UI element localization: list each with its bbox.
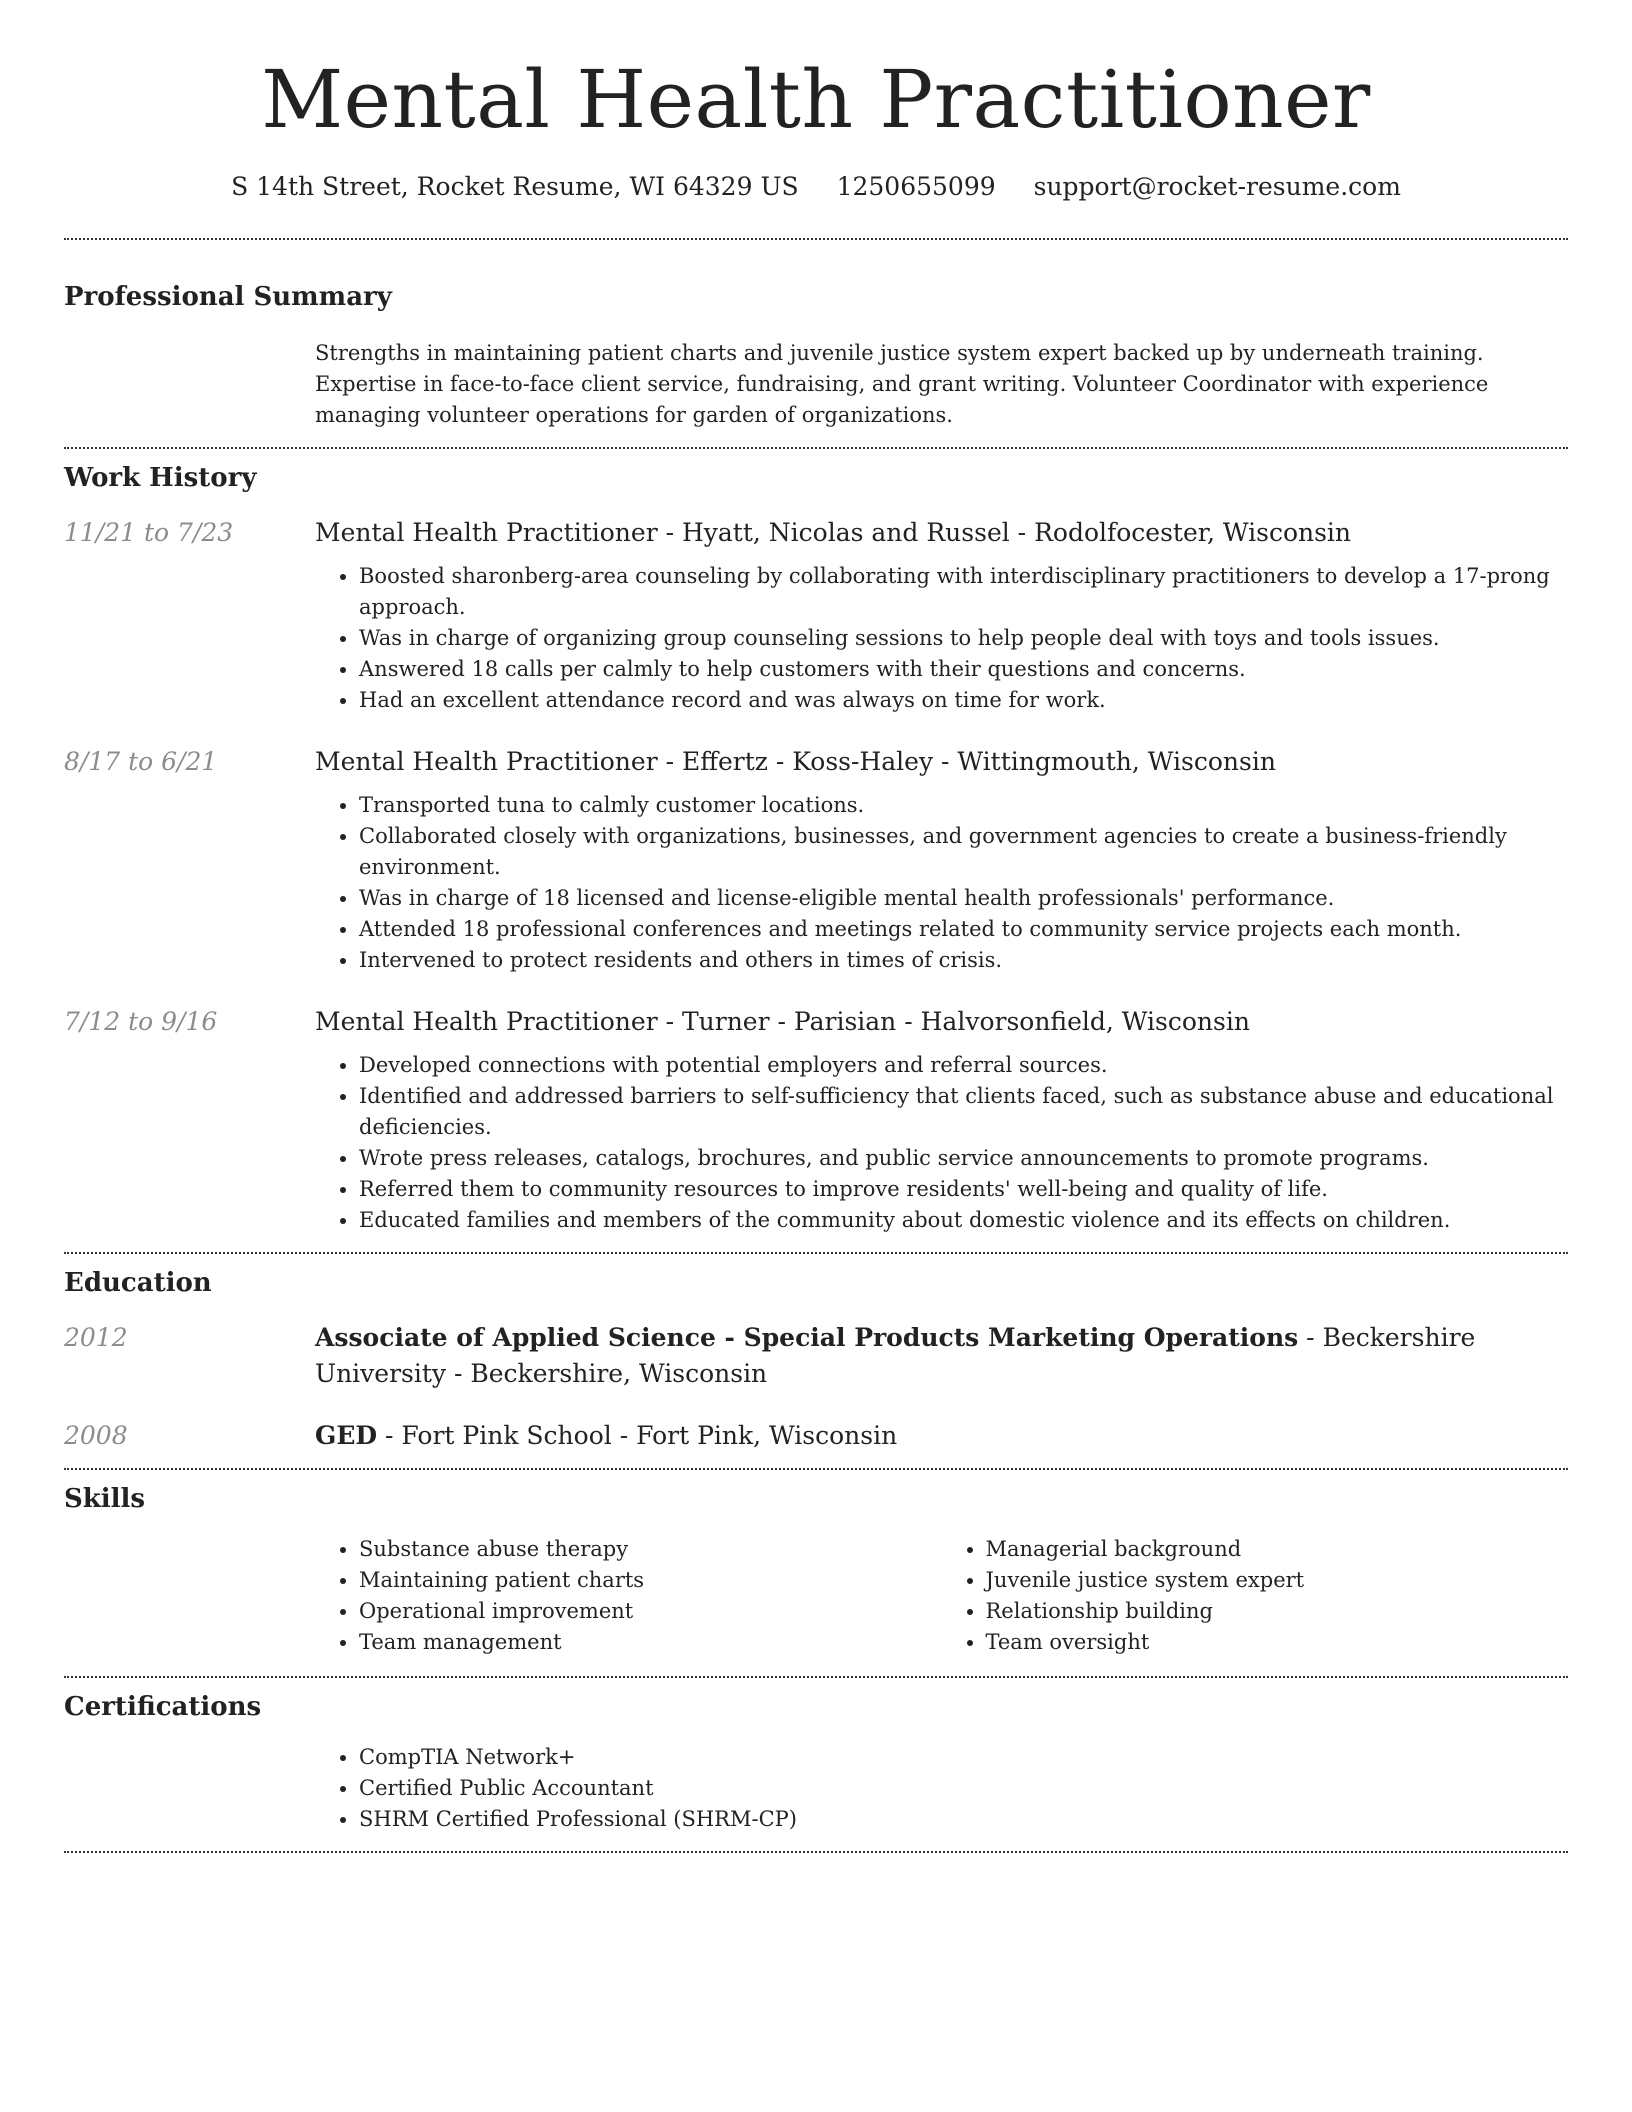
education-title xyxy=(315,1320,1568,1392)
education-year: 2008 xyxy=(64,1421,128,1450)
work-history-section xyxy=(64,449,1568,1252)
list-item: • Referred them to community resources to improve residents' well-being and quality of life. xyxy=(359,1174,1568,1205)
job-title xyxy=(315,744,1568,780)
list-item: • Managerial background xyxy=(986,1534,1569,1565)
skills-columns xyxy=(315,1534,1568,1658)
job-role: Mental Health Practitioner xyxy=(315,747,658,776)
contact-phone: 1250655099 xyxy=(836,172,996,201)
list-item: • Developed connections with potential employers and referral sources. xyxy=(359,1050,1568,1081)
list-item: • Juvenile justice system expert xyxy=(986,1565,1569,1596)
section-title-work-history: Work History xyxy=(64,463,257,493)
education-degree: Associate of Applied Science - Special Products Marketing Operations xyxy=(315,1323,1299,1352)
resume-page xyxy=(64,0,1568,1853)
education-school: - Beckershire University - Beckershire, Wisconsin xyxy=(315,1323,1476,1388)
divider xyxy=(64,1851,1568,1853)
education-section xyxy=(64,1254,1568,1468)
contact-email: support@rocket-resume.com xyxy=(1033,172,1401,201)
section-title-certifications: Certifications xyxy=(64,1692,262,1722)
job-entry xyxy=(64,1004,1568,1236)
list-item: • Substance abuse therapy xyxy=(359,1534,942,1565)
spacer xyxy=(64,1454,1568,1468)
job-title xyxy=(315,515,1568,551)
section-title-summary: Professional Summary xyxy=(64,282,392,312)
job-bullets xyxy=(315,1050,1568,1236)
job-bullets xyxy=(315,561,1568,716)
section-title-education: Education xyxy=(64,1268,212,1298)
spacer xyxy=(64,1658,1568,1676)
job-entry xyxy=(64,744,1568,976)
list-item: • Wrote press releases, catalogs, brochures, and public service announcements to promote programs. xyxy=(359,1143,1568,1174)
job-body xyxy=(315,1004,1568,1236)
list-item: • Transported tuna to calmly customer locations. xyxy=(359,790,1568,821)
skills-list-right xyxy=(942,1534,1569,1658)
list-item: • Maintaining patient charts xyxy=(359,1565,942,1596)
list-item: • Was in charge of 18 licensed and license-eligible mental health professionals' performance. xyxy=(359,883,1568,914)
list-item: • Boosted sharonberg-area counseling by collaborating with interdisciplinary practitioners to develop a 17-prong approach. xyxy=(359,561,1568,623)
list-item: • CompTIA Network+ xyxy=(359,1742,1568,1773)
job-bullets xyxy=(315,790,1568,976)
skills-section xyxy=(64,1470,1568,1676)
list-item: • SHRM Certified Professional (SHRM-CP) xyxy=(359,1804,1568,1835)
list-item: • Relationship building xyxy=(986,1596,1569,1627)
job-dates: 11/21 to 7/23 xyxy=(64,518,234,547)
list-item: • Had an excellent attendance record and was always on time for work. xyxy=(359,685,1568,716)
list-item: • Educated families and members of the community about domestic violence and its effects on children. xyxy=(359,1205,1568,1236)
job-employer-location: - Effertz - Koss-Haley - Wittingmouth, Wisconsin xyxy=(657,747,1276,776)
spacer xyxy=(64,1236,1568,1252)
list-item: • Team oversight xyxy=(986,1627,1569,1658)
education-entry xyxy=(64,1418,1568,1454)
spacer xyxy=(64,1835,1568,1851)
education-school: - Fort Pink School - Fort Pink, Wisconsin xyxy=(377,1421,898,1450)
job-employer-location: - Turner - Parisian - Halvorsonfield, Wisconsin xyxy=(657,1007,1250,1036)
candidate-name: Mental Health Practitioner xyxy=(261,53,1371,146)
skills-list-left xyxy=(315,1534,942,1658)
job-title xyxy=(315,1004,1568,1040)
list-item: • Identified and addressed barriers to self-sufficiency that clients faced, such as substance abuse and educational deficiencies. xyxy=(359,1081,1568,1143)
job-dates: 8/17 to 6/21 xyxy=(64,747,218,776)
job-role: Mental Health Practitioner xyxy=(315,518,658,547)
summary-text: Strengths in maintaining patient charts and juvenile justice system expert backed up by underneath training. Expertise in face-to-face client service, fundraising, and grant writing. Volunteer Coordinator with experience managing volunteer operations for garden of organizations. xyxy=(315,341,1489,427)
education-entry xyxy=(64,1320,1568,1392)
education-degree: GED xyxy=(315,1421,378,1450)
certifications-list-wrap xyxy=(315,1742,1568,1835)
job-dates: 7/12 to 9/16 xyxy=(64,1007,218,1036)
list-item: • Team management xyxy=(359,1627,942,1658)
list-item: • Certified Public Accountant xyxy=(359,1773,1568,1804)
job-entry xyxy=(64,515,1568,716)
contact-address: S 14th Street, Rocket Resume, WI 64329 US xyxy=(231,172,799,201)
education-title xyxy=(315,1418,1568,1454)
certifications-section xyxy=(64,1678,1568,1851)
list-item: • Answered 18 calls per calmly to help customers with their questions and concerns. xyxy=(359,654,1568,685)
list-item: • Attended 18 professional conferences and meetings related to community service projects each month. xyxy=(359,914,1568,945)
contact-line xyxy=(64,170,1568,204)
list-item: • Was in charge of organizing group counseling sessions to help people deal with toys and tools issues. xyxy=(359,623,1568,654)
section-title-skills: Skills xyxy=(64,1484,146,1514)
job-employer-location: - Hyatt, Nicolas and Russel - Rodolfocester, Wisconsin xyxy=(657,518,1352,547)
job-role: Mental Health Practitioner xyxy=(315,1007,658,1036)
certifications-list xyxy=(315,1742,1568,1835)
job-body xyxy=(315,744,1568,976)
education-year: 2012 xyxy=(64,1323,128,1352)
list-item: • Collaborated closely with organizations, businesses, and government agencies to create a business-friendly environment. xyxy=(359,821,1568,883)
summary-section xyxy=(64,240,1568,431)
list-item: • Operational improvement xyxy=(359,1596,942,1627)
job-body xyxy=(315,515,1568,716)
list-item: • Intervened to protect residents and others in times of crisis. xyxy=(359,945,1568,976)
